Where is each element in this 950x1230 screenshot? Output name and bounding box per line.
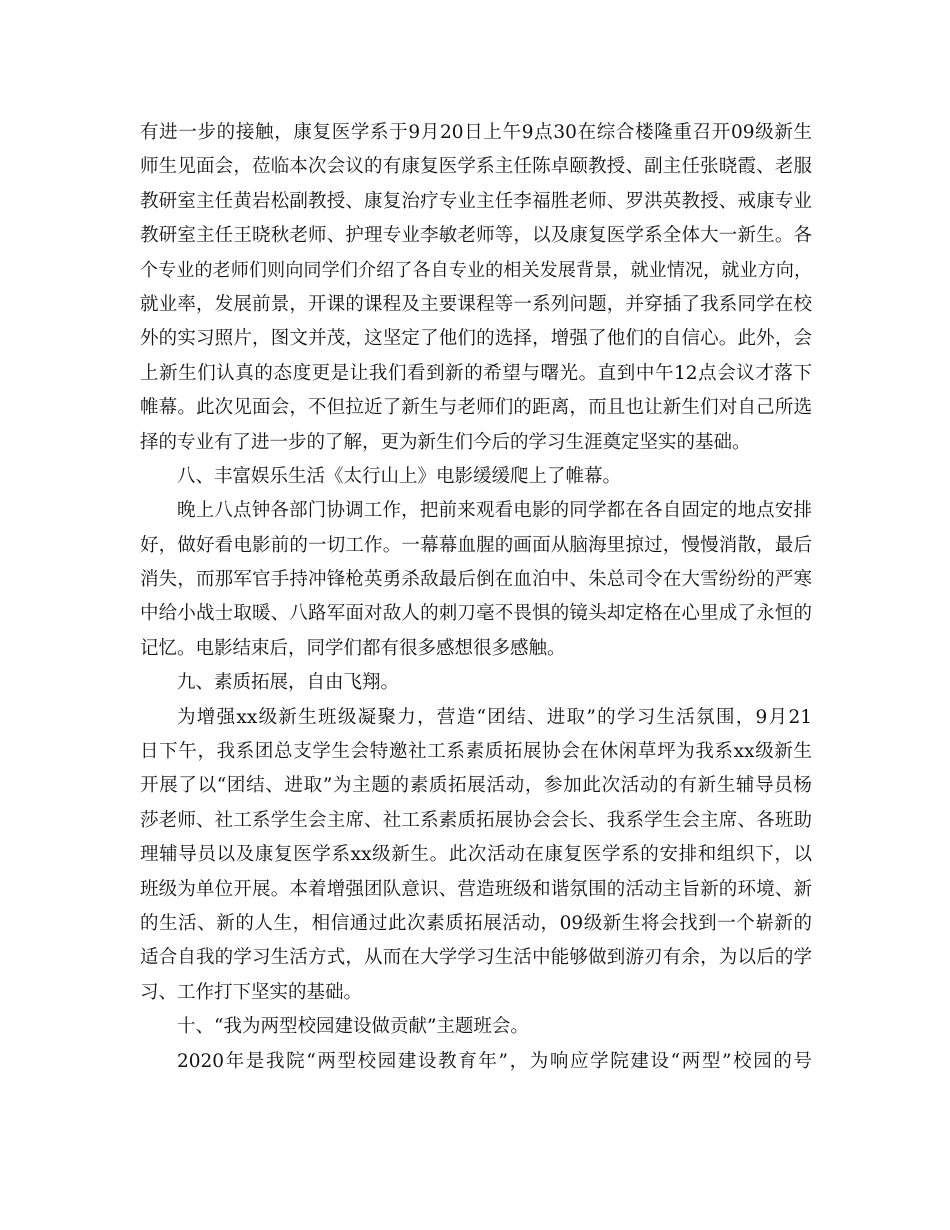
text-line: 理辅导员以及康复医学系xx级新生。此次活动在康复医学系的安排和组织下，以 (140, 844, 812, 866)
text-line: 十、“我为两型校园建设做贡献”主题班会。 (177, 1016, 529, 1038)
text-line: 为增强xx级新生班级凝聚力，营造“团结、进取”的学习生活氛围，9月21 (177, 706, 812, 728)
text-line: 就业率，发展前景，开课的课程及主要课程等一系列问题，并穿插了我系同学在校 (140, 293, 812, 315)
text-line: 择的专业有了进一步的了解，更为新生们今后的学习生涯奠定坚实的基础。 (140, 431, 751, 453)
text-line: 教研室主任王晓秋老师、护理专业李敏老师等，以及康复医学系全体大一新生。各 (140, 225, 812, 247)
text-line: 班级为单位开展。本着增强团队意识、营造班级和谐氛围的活动主旨新的环境、新 (140, 878, 812, 900)
text-line: 教研室主任黄岩松副教授、康复治疗专业主任李福胜老师、罗洪英教授、戒康专业 (140, 190, 812, 212)
text-line: 适合自我的学习生活方式，从而在大学学习生活中能够做到游刃有余，为以后的学 (140, 947, 812, 969)
text-line: 八、丰富娱乐生活《太行山上》电影缓缓爬上了帷幕。 (177, 465, 622, 487)
text-line: 九、素质拓展，自由飞翔。 (177, 672, 400, 694)
text-line: 帷幕。此次见面会，不但拉近了新生与老师们的距离，而且也让新生们对自己所选 (140, 397, 812, 419)
text-line: 晚上八点钟各部门协调工作，把前来观看电影的同学都在各自固定的地点安排 (177, 500, 812, 522)
text-line: 上新生们认真的态度更是让我们看到新的希望与曙光。直到中午12点会议才落下 (140, 362, 812, 384)
text-line: 记忆。电影结束后，同学们都有很多感想很多感触。 (140, 637, 566, 659)
text-line: 外的实习照片，图文并茂，这坚定了他们的选择，增强了他们的自信心。此外，会 (140, 328, 812, 350)
document-body (140, 116, 812, 1079)
text-line: 个专业的老师们则向同学们介绍了各自专业的相关发展背景，就业情况，就业方向， (140, 259, 812, 281)
text-line: 开展了以“团结、进取”为主题的素质拓展活动，参加此次活动的有新生辅导员杨 (140, 775, 812, 797)
text-line: 有进一步的接触，康复医学系于9月20日上午9点30在综合楼隆重召开09级新生 (140, 122, 812, 143)
text-line: 习、工作打下坚实的基础。 (140, 981, 363, 1003)
text-line: 2020年是我院“两型校园建设教育年”，为响应学院建设“两型”校园的号 (177, 1050, 812, 1072)
text-line: 好，做好看电影前的一切工作。一幕幕血腥的画面从脑海里掠过，慢慢消散，最后 (140, 534, 812, 556)
text-line: 师生见面会，莅临本次会议的有康复医学系主任陈卓颐教授、副主任张晓霞、老服 (140, 156, 812, 178)
text-line: 莎老师、社工系学生会主席、社工系素质拓展协会会长、我系学生会主席、各班助 (140, 809, 812, 831)
text-line: 日下午，我系团总支学生会特邀社工系素质拓展协会在休闲草坪为我系xx级新生 (140, 741, 812, 763)
text-line: 的生活、新的人生，相信通过此次素质拓展活动，09级新生将会找到一个崭新的 (140, 912, 812, 934)
text-line: 消失，而那军官手持冲锋枪英勇杀敌最后倒在血泊中、朱总司令在大雪纷纷的严寒 (140, 569, 812, 591)
text-line: 中给小战士取暖、八路军面对敌人的刺刀毫不畏惧的镜头却定格在心里成了永恒的 (140, 603, 812, 625)
